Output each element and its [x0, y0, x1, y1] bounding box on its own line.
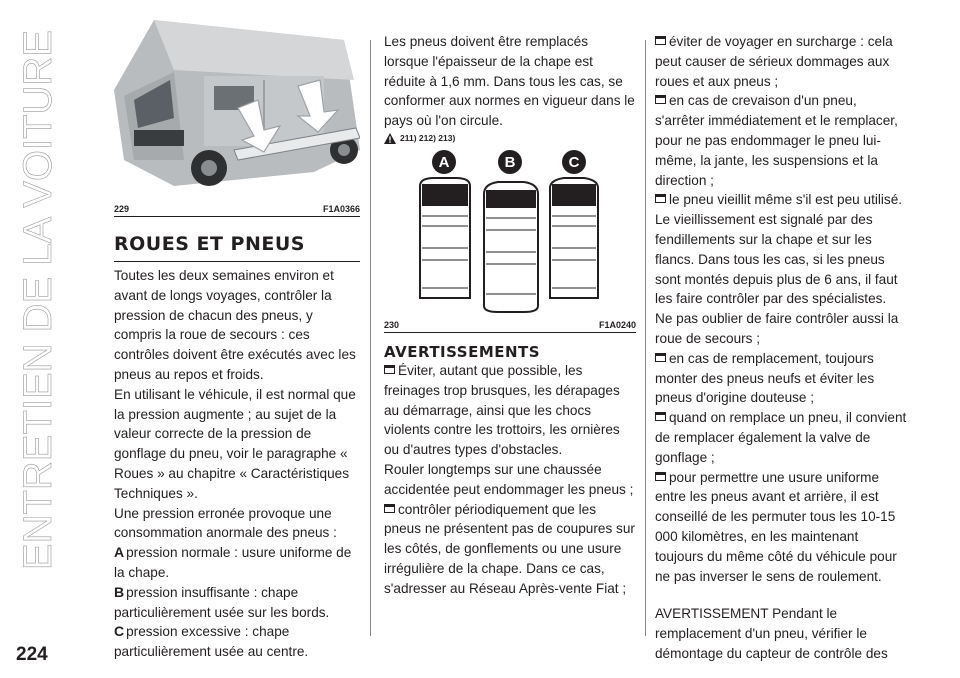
figure-229-number: 229 — [114, 204, 130, 214]
warning-triangle-icon — [384, 133, 396, 144]
column-divider-2 — [645, 40, 646, 636]
tire-wear-diagram — [384, 148, 636, 318]
figure-230-code: F1A0240 — [598, 319, 636, 330]
warnings-title: AVERTISSEMENTS — [384, 342, 541, 361]
tire-b-label: B — [504, 153, 516, 171]
pressure-item-b — [114, 583, 360, 623]
side-chapter-title-text: ENTRETIEN DE LA VOITURE — [15, 30, 60, 571]
pressure-text-a: pression normale : usure uniforme de la chape. — [114, 545, 352, 580]
tire-c-shape — [550, 178, 598, 298]
tire-a-label: A — [438, 153, 450, 171]
tire-a-badge — [432, 150, 456, 174]
figure-230 — [384, 148, 636, 333]
van-illustration — [114, 0, 360, 200]
column-divider-1 — [370, 40, 371, 636]
figure-230-caption — [384, 320, 636, 330]
col3-final-warning: AVERTISSEMENT Pendant le remplacement d'un pneu, vérifier le démontage du capteur de contrôle des — [655, 606, 888, 661]
page-number: 224 — [16, 644, 48, 665]
tire-c-label: C — [568, 153, 580, 171]
column-3 — [655, 32, 909, 664]
warning-references — [384, 133, 636, 144]
tire-c-badge — [562, 150, 586, 174]
tire-b-badge — [498, 150, 522, 174]
col3-bullet-aging: le pneu vieillit même s'il est peu utilisé. Le vieillissement est signalé par des fendillements sur la chape et sur les flancs. Dans tous les cas, si les pneus sont montés depuis plus de 6 ans, il faut les faire contrôler par des spécialistes. — [655, 190, 909, 309]
pressure-text-b: pression insuffisante : chape particulièrement usée sur les bords. — [114, 584, 330, 620]
side-chapter-title — [8, 30, 68, 571]
figure-229-caption — [114, 204, 360, 214]
col3-bullet-new-tires: en cas de remplacement, toujours monter des pneus neufs et éviter les pneus d'origine douteuse ; — [655, 349, 909, 408]
pressure-letter-a: A — [114, 544, 125, 561]
col3-bullet-rotation: pour permettre une usure uniforme entre les pneus avant et arrière, il est conseillé de les permuter tous les 10-15 000 kilomètres, en les maintenant toujours du même côté du véhicule pour ne pas inverser le sens de roulement. — [655, 468, 909, 587]
pressure-item-c — [114, 622, 360, 662]
tire-a-shape — [420, 178, 470, 298]
pressure-letter-b: B — [114, 583, 125, 600]
col1-paragraph-2: En utilisant le véhicule, il est normal que la pression augmente ; au sujet de la valeur correcte de la pression de gonflage du pneu, voir le paragraphe « Roues » au chapitre « Caractéristiques Techniques ». — [114, 386, 356, 501]
figure-230-number: 230 — [384, 319, 400, 330]
col3-bullet-overload: éviter de voyager en surcharge : cela peut causer de sérieux dommages aux roues et aux pneus ; — [655, 32, 909, 91]
tire-b-shape — [484, 182, 538, 312]
col3-bullet-puncture: en cas de crevaison d'un pneu, s'arrêter immédiatement et le remplacer, pour ne pas endommager le pneu lui-même, la jante, les suspensions et la direction ; — [655, 91, 909, 190]
col2-intro: Les pneus doivent être remplacés lorsque l'épaisseur de la chape est réduite à 1,6 mm. Dans tous les cas, se conformer aux normes en vigueur dans le pays où l'on circule. — [384, 34, 635, 129]
pressure-item-a — [114, 543, 360, 583]
column-2 — [384, 32, 636, 599]
figure-229 — [114, 0, 360, 217]
figure-229-code: F1A0366 — [322, 204, 360, 214]
col2-text-2: Rouler longtemps sur une chaussée accidentée peut endommager les pneus ; — [384, 461, 634, 497]
column-1 — [114, 0, 360, 662]
warning-references-text: 211) 212) 213) — [400, 133, 456, 144]
col1-paragraph-3: Une pression erronée provoque une consommation anormale des pneus : — [114, 505, 337, 541]
section-title: ROUES ET PNEUS — [114, 233, 360, 262]
col3-bullet-valve: quand on remplace un pneu, il convient de remplacer également la valve de gonflage ; — [655, 408, 909, 467]
col2-warning-1: Éviter, autant que possible, les freinages trop brusques, les dérapages au démarrage, ainsi que les chocs violents contre les trottoirs, les ornières ou d'autres types d'obstacles. — [384, 361, 636, 460]
col2-warning-2: contrôler périodiquement que les pneus ne présentent pas de coupures sur les côtés, de gonflements ou une usure irrégulière de la chape. Dans ce cas, s'adresser au Réseau Après-vente Fiat ; — [384, 500, 636, 599]
pressure-text-c: pression excessive : chape particulièrement usée au centre. — [114, 624, 309, 660]
col3-spare-wheel: Ne pas oublier de faire contrôler aussi la roue de secours ; — [655, 311, 899, 346]
pressure-letter-c: C — [114, 623, 125, 640]
col1-paragraph-1: Toutes les deux semaines environ et avant de longs voyages, contrôler la pression de chacun des pneus, y compris la roue de secours : ces contrôles doivent être exécutés avec les pneus au repos et froids. — [114, 268, 356, 382]
